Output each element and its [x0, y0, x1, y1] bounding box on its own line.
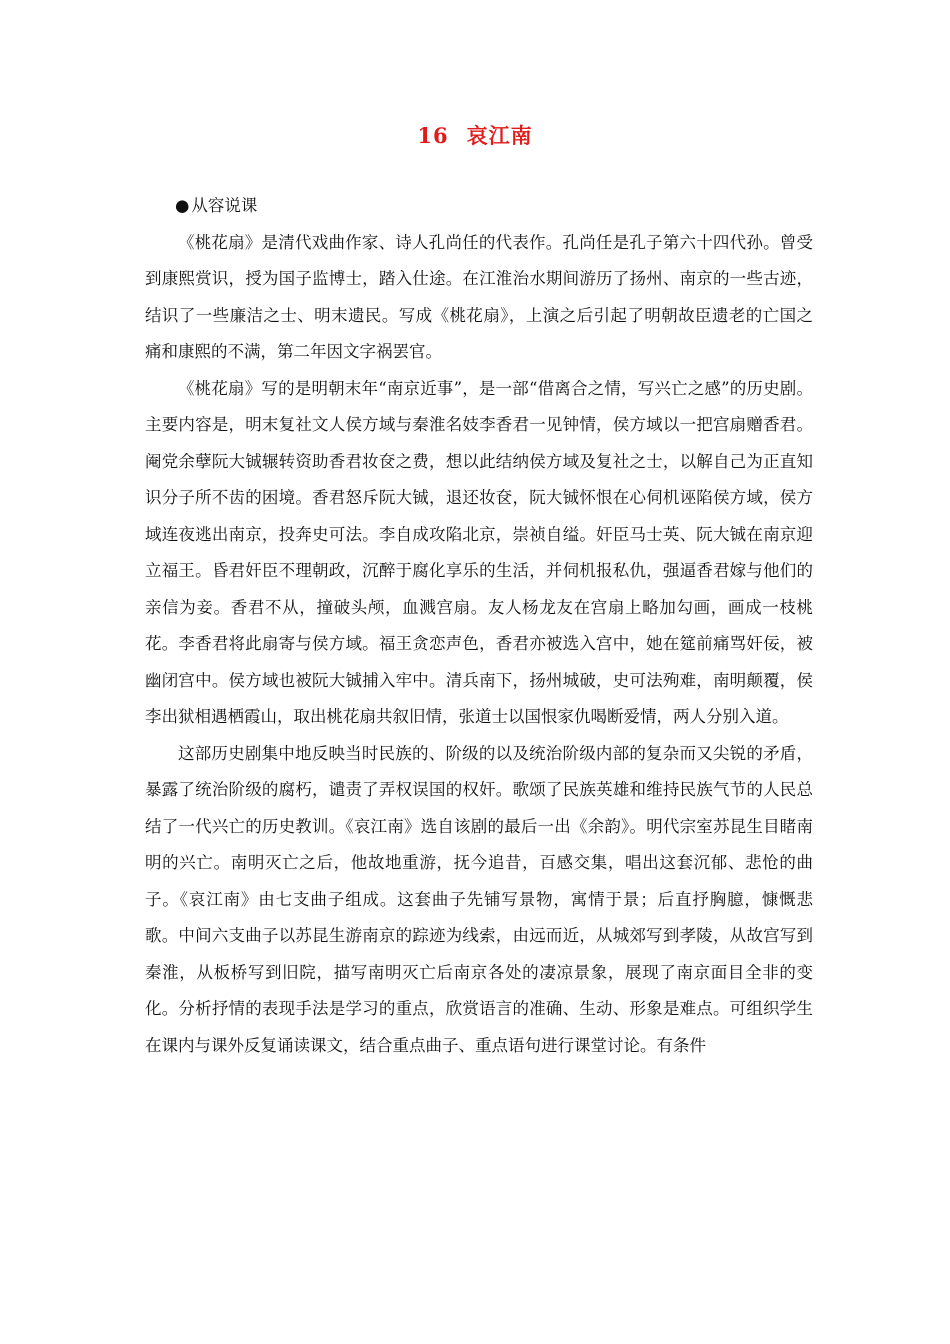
- section-heading-text: 从容说课: [191, 196, 258, 215]
- page-title: [0, 120, 950, 150]
- bullet-icon: ●: [175, 196, 190, 215]
- document-body: [145, 188, 813, 1064]
- title-text: 哀江南: [466, 123, 533, 148]
- paragraph-3: 这部历史剧集中地反映当时民族的、阶级的以及统治阶级内部的复杂而又尖锐的矛盾，暴露了统治阶级的腐朽，谴责了弄权误国的权奸。歌颂了民族英雄和维持民族气节的人民总结了一代兴亡的历史教训。《哀江南》选自该剧的最后一出《余韵》。明代宗室苏昆生目睹南明的兴亡。南明灭亡之后，他故地重游，抚今追昔，百感交集，唱出这套沉郁、悲怆的曲子。《哀江南》由七支曲子组成。这套曲子先铺写景物，寓情于景；后直抒胸臆，慷慨悲歌。中间六支曲子以苏昆生游南京的踪迹为线索，由远而近，从城郊写到孝陵，从故宫写到秦淮，从板桥写到旧院，描写南明灭亡后南京各处的凄凉景象，展现了南京面目全非的变化。分析抒情的表现手法是学习的重点，欣赏语言的准确、生动、形象是难点。可组织学生在课内与课外反复诵读课文，结合重点曲子、重点语句进行课堂讨论。有条件: [145, 743, 813, 1055]
- section-heading: [145, 188, 813, 225]
- paragraph-1: 《桃花扇》是清代戏曲作家、诗人孔尚任的代表作。孔尚任是孔子第六十四代孙。曾受到康熙赏识，授为国子监博士，踏入仕途。在江淮治水期间游历了扬州、南京的一些古迹，结识了一些廉洁之士、明末遗民。写成《桃花扇》，上演之后引起了明朝故臣遗老的亡国之痛和康熙的不满，第二年因文字祸罢官。: [145, 232, 813, 361]
- paragraph-2: 《桃花扇》写的是明朝末年“南京近事”，是一部“借离合之情，写兴亡之感”的历史剧。主要内容是，明末复社文人侯方域与秦淮名妓李香君一见钟情，侯方域以一把宫扇赠香君。阉党余孽阮大铖辗转资助香君妆奁之费，想以此结纳侯方域及复社之士，以解自己为正直知识分子所不齿的困境。香君怒斥阮大铖，退还妆奁，阮大铖怀恨在心伺机诬陷侯方域，侯方域连夜逃出南京，投奔史可法。李自成攻陷北京，崇祯自缢。奸臣马士英、阮大铖在南京迎立福王。昏君奸臣不理朝政，沉醉于腐化享乐的生活，并伺机报私仇，强逼香君嫁与他们的亲信为妾。香君不从，撞破头颅，血溅宫扇。友人杨龙友在宫扇上略加勾画，画成一枝桃花。李香君将此扇寄与侯方域。福王贪恋声色，香君亦被选入宫中，她在筵前痛骂奸佞，被幽闭宫中。侯方域也被阮大铖捕入牢中。清兵南下，扬州城破，史可法殉难，南明颠覆，侯李出狱相遇栖霞山，取出桃花扇共叙旧情，张道士以国恨家仇喝断爱情，两人分别入道。: [145, 378, 813, 726]
- title-number: 16: [417, 123, 449, 148]
